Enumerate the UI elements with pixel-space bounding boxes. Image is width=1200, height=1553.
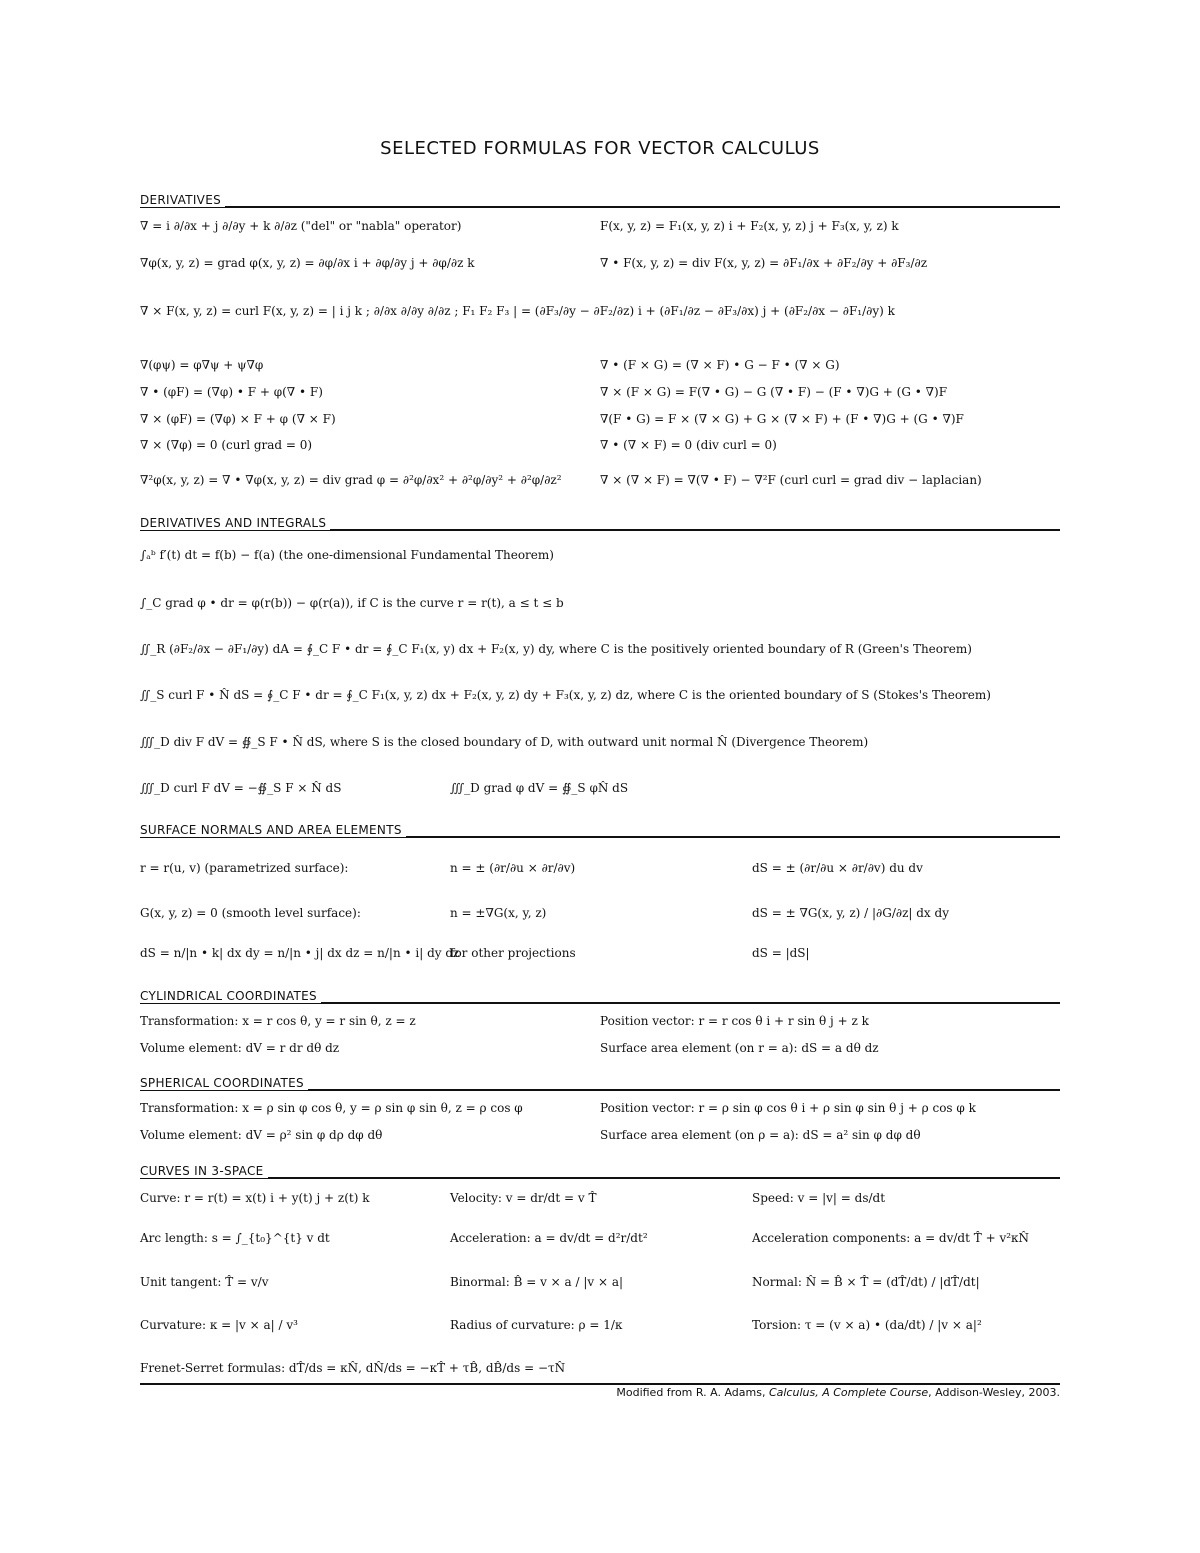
section-label: DERIVATIVES	[140, 193, 225, 207]
curve-definition: Curve: r = r(t) = x(t) i + y(t) j + z(t) k	[140, 1191, 370, 1205]
speed: Speed: v = |v| = ds/dt	[752, 1191, 886, 1205]
level-area-element: dS = ± ∇G(x, y, z) / |∂G/∂z| dx dy	[752, 906, 949, 920]
del-operator: ∇ = i ∂/∂x + j ∂/∂y + k ∂/∂z ("del" or "nabla" operator)	[140, 219, 462, 233]
section-label: SURFACE NORMALS AND AREA ELEMENTS	[140, 823, 406, 837]
section-derivatives	[140, 193, 1060, 214]
citation-suffix: , Addison-Wesley, 2003.	[928, 1386, 1060, 1399]
param-area-element: dS = ± (∂r/∂u × ∂r/∂v) du dv	[752, 861, 923, 875]
page-title: SELECTED FORMULAS FOR VECTOR CALCULUS	[380, 138, 820, 159]
level-normal: n = ±∇G(x, y, z)	[450, 906, 547, 920]
section-surface-normals	[140, 823, 1060, 844]
grad-dot-product: ∇(F • G) = F × (∇ × G) + G × (∇ × F) + (F • ∇)G + (G • ∇)F	[600, 412, 964, 426]
vector-field: F(x, y, z) = F₁(x, y, z) i + F₂(x, y, z) j + F₃(x, y, z) k	[600, 219, 899, 233]
gradient: ∇φ(x, y, z) = grad φ(x, y, z) = ∂φ/∂x i + ∂φ/∂y j + ∂φ/∂z k	[140, 256, 475, 270]
normal: Normal: N̂ = B̂ × T̂ = (dT̂/dt) / |dT̂/dt|	[752, 1275, 980, 1289]
projection-area-elements: dS = n/|n • k| dx dy = n/|n • j| dx dz = n/|n • i| dy dz	[140, 946, 460, 960]
cyl-position-vector: Position vector: r = r cos θ i + r sin θ j + z k	[600, 1014, 869, 1028]
citation-prefix: Modified from R. A. Adams,	[616, 1386, 769, 1399]
cyl-volume-element: Volume element: dV = r dr dθ dz	[140, 1041, 340, 1055]
unit-tangent: Unit tangent: T̂ = v/v	[140, 1275, 269, 1289]
acceleration: Acceleration: a = dv/dt = d²r/dt²	[450, 1231, 648, 1245]
arc-length: Arc length: s = ∫_{t₀}^{t} v dt	[140, 1231, 330, 1245]
level-surface: G(x, y, z) = 0 (smooth level surface):	[140, 906, 361, 920]
divergence: ∇ • F(x, y, z) = div F(x, y, z) = ∂F₁/∂x + ∂F₂/∂y + ∂F₃/∂z	[600, 256, 928, 270]
cyl-surface-element: Surface area element (on r = a): dS = a dθ dz	[600, 1041, 879, 1055]
section-derivatives-integrals	[140, 516, 1060, 537]
section-label: CYLINDRICAL COORDINATES	[140, 989, 321, 1003]
sph-position-vector: Position vector: r = ρ sin φ cos θ i + ρ sin φ sin θ j + ρ cos φ k	[600, 1101, 976, 1115]
section-cylindrical	[140, 989, 1060, 1010]
grad-volume-integral: ∭_D grad φ dV = ∯_S φN̂ dS	[450, 781, 629, 795]
curl-curl: ∇ × (∇ × F) = ∇(∇ • F) − ∇²F (curl curl = grad div − laplacian)	[600, 473, 982, 487]
product-rule-gradient: ∇(φψ) = φ∇ψ + ψ∇φ	[140, 358, 264, 372]
footer-rule	[140, 1383, 1060, 1385]
div-curl-zero: ∇ • (∇ × F) = 0 (div curl = 0)	[600, 438, 777, 452]
frenet-serret-formulas: Frenet-Serret formulas: dT̂/ds = κN̂, dN̂/ds = −κT̂ + τB̂, dB̂/ds = −τN̂	[140, 1361, 566, 1375]
binormal: Binormal: B̂ = v × a / |v × a|	[450, 1275, 624, 1289]
acceleration-components: Acceleration components: a = dv/dt T̂ + v²κN̂	[752, 1231, 1030, 1245]
laplacian: ∇²φ(x, y, z) = ∇ • ∇φ(x, y, z) = div grad φ = ∂²φ/∂x² + ∂²φ/∂y² + ∂²φ/∂z²	[140, 473, 562, 487]
cyl-transformation: Transformation: x = r cos θ, y = r sin θ, z = z	[140, 1014, 416, 1028]
fundamental-theorem: ∫ₐᵇ f′(t) dt = f(b) − f(a) (the one-dimensional Fundamental Theorem)	[140, 548, 554, 562]
section-curves	[140, 1164, 1060, 1185]
curl-cross-product: ∇ × (F × G) = F(∇ • G) − G (∇ • F) − (F • ∇)G + (G • ∇)F	[600, 385, 948, 399]
torsion: Torsion: τ = (v × a) • (da/dt) / |v × a|²	[752, 1318, 982, 1332]
greens-theorem: ∬_R (∂F₂/∂x − ∂F₁/∂y) dA = ∮_C F • dr = ∮_C F₁(x, y) dx + F₂(x, y) dy, where C is the positively oriented boundary of R (Green's Theorem)	[140, 642, 972, 656]
section-label: CURVES IN 3-SPACE	[140, 1164, 268, 1178]
param-normal: n = ± (∂r/∂u × ∂r/∂v)	[450, 861, 576, 875]
radius-of-curvature: Radius of curvature: ρ = 1/κ	[450, 1318, 623, 1332]
velocity: Velocity: v = dr/dt = v T̂	[450, 1191, 597, 1205]
sph-transformation: Transformation: x = ρ sin φ cos θ, y = ρ sin φ sin θ, z = ρ cos φ	[140, 1101, 523, 1115]
citation-book-title: Calculus, A Complete Course	[768, 1386, 929, 1399]
section-label: SPHERICAL COORDINATES	[140, 1076, 308, 1090]
divergence-theorem: ∭_D div F dV = ∯_S F • N̂ dS, where S is the closed boundary of D, with outward unit normal N̂ (Divergence Theorem)	[140, 735, 869, 749]
sph-surface-element: Surface area element (on ρ = a): dS = a² sin φ dφ dθ	[600, 1128, 921, 1142]
curvature: Curvature: κ = |v × a| / v³	[140, 1318, 298, 1332]
curl-volume-integral: ∭_D curl F dV = −∯_S F × N̂ dS	[140, 781, 342, 795]
section-label: DERIVATIVES AND INTEGRALS	[140, 516, 330, 530]
parametrized-surface: r = r(u, v) (parametrized surface):	[140, 861, 349, 875]
sph-volume-element: Volume element: dV = ρ² sin φ dρ dφ dθ	[140, 1128, 383, 1142]
div-cross-product: ∇ • (F × G) = (∇ × F) • G − F • (∇ × G)	[600, 358, 840, 372]
div-scalar-product: ∇ • (φF) = (∇φ) • F + φ(∇ • F)	[140, 385, 323, 399]
section-spherical	[140, 1076, 1060, 1097]
section-rule	[140, 1177, 1060, 1179]
curl-grad-zero: ∇ × (∇φ) = 0 (curl grad = 0)	[140, 438, 313, 452]
section-rule	[140, 206, 1060, 208]
gradient-theorem: ∫_C grad φ • dr = φ(r(b)) − φ(r(a)), if C is the curve r = r(t), a ≤ t ≤ b	[140, 596, 564, 610]
stokes-theorem: ∬_S curl F • N̂ dS = ∮_C F • dr = ∮_C F₁(x, y, z) dx + F₂(x, y, z) dy + F₃(x, y, z) dz, where C is the oriented boundary of S (Stokes's Theorem)	[140, 688, 991, 702]
other-projections-note: for other projections	[450, 946, 576, 960]
scalar-area-element: dS = |dS|	[752, 946, 810, 960]
curl: ∇ × F(x, y, z) = curl F(x, y, z) = | i j k ; ∂/∂x ∂/∂y ∂/∂z ; F₁ F₂ F₃ | = (∂F₃/∂y − ∂F₂/∂z) i + (∂F₁/∂z − ∂F₃/∂x) j + (∂F₂/∂x − ∂F₁/∂y) k	[140, 304, 895, 318]
source-citation	[616, 1386, 1060, 1399]
curl-scalar-product: ∇ × (φF) = (∇φ) × F + φ (∇ × F)	[140, 412, 336, 426]
